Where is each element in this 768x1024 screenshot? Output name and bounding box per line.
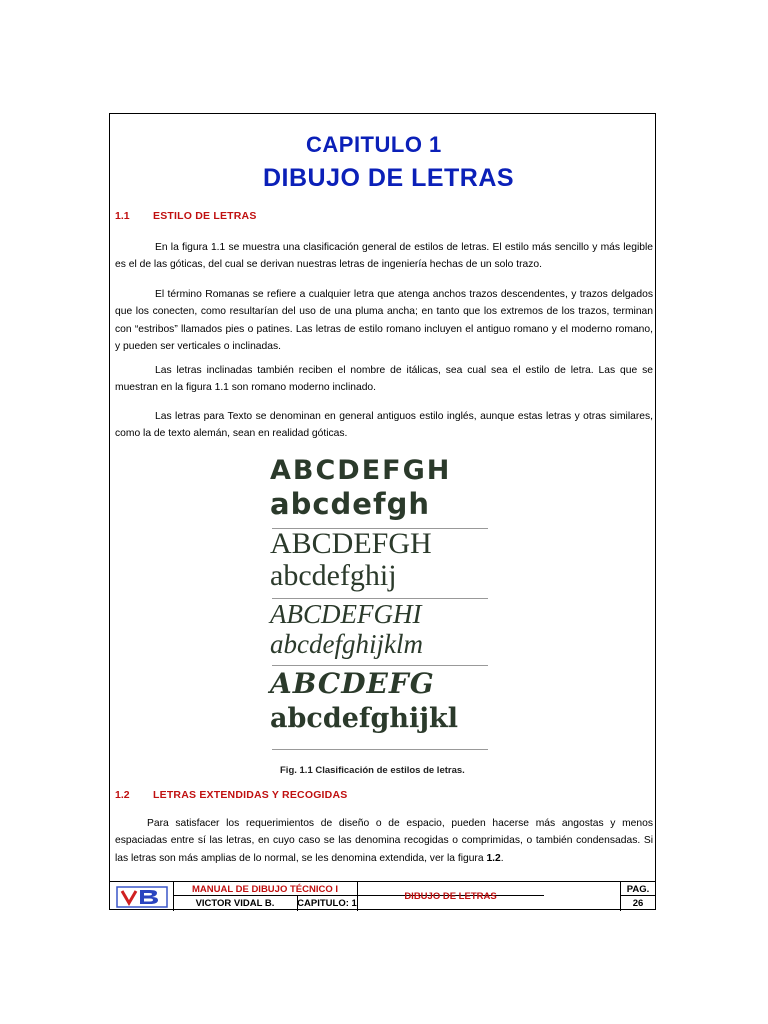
italic-uppercase-sample: ABCDEFGHI <box>270 599 422 629</box>
lettering-figure <box>270 455 492 755</box>
vb-logo-icon <box>116 886 168 908</box>
paragraph: Las letras inclinadas también reciben el nombre de itálicas, sea cual sea el estilo de letra. Las que se muestran en la figura 1.1 son romano moderno inclinado. <box>115 365 653 394</box>
figure-caption: Fig. 1.1 Clasificación de estilos de letras. <box>280 765 465 776</box>
divider <box>272 665 488 666</box>
page-label: PAG. <box>626 883 650 895</box>
divider <box>272 749 488 750</box>
text-lowercase-sample: abcdefghijkl <box>270 703 458 734</box>
author-name: VICTOR VIDAL B. <box>195 898 275 909</box>
section-title: ESTILO DE LETRAS <box>153 210 257 222</box>
section-number: 1.1 <box>115 210 130 222</box>
figure-reference: 1.2 <box>486 852 501 864</box>
section-title: LETRAS EXTENDIDAS Y RECOGIDAS <box>153 789 348 801</box>
text-uppercase-sample: ABCDEFG <box>270 667 435 700</box>
italic-lowercase-sample: abcdefghijklm <box>270 629 423 659</box>
chapter-number: CAPITULO: 1 <box>297 898 357 909</box>
footer-title-block <box>110 881 656 910</box>
chapter-title: DIBUJO DE LETRAS <box>263 164 515 192</box>
paragraph: Las letras para Texto se denominan en general antiguos estilo inglés, aunque estas letras y otras similares, como la de texto alemán, sean en realidad góticas. <box>115 411 653 440</box>
gothic-uppercase-sample: ABCDEFGH <box>270 455 452 486</box>
paragraph-text: Para satisfacer los requerimientos de diseño o de espacio, pueden hacerse más angostas y menos espaciadas entre sí las letras, en cuyo caso se las denomina recogidas o comprimidas, o también condensadas. Si las letras son más amplias de lo normal, se les denomina extendida, ver la figura <box>115 818 653 864</box>
chapter-label: CAPITULO 1 <box>306 132 442 157</box>
roman-uppercase-sample: ABCDEFGH <box>270 527 432 560</box>
paragraph: En la figura 1.1 se muestra una clasificación general de estilos de letras. El estilo más sencillo y más legible es el de las góticas, del cual se derivan nuestras letras de ingeniería hechas de un solo trazo. <box>115 242 653 271</box>
roman-lowercase-sample: abcdefghij <box>270 559 397 592</box>
paragraph-end: . <box>500 852 504 864</box>
manual-title: MANUAL DE DIBUJO TÉCNICO I <box>191 883 339 895</box>
section-number: 1.2 <box>115 789 130 801</box>
paragraph <box>115 815 653 867</box>
subject-title: DIBUJO DE LETRAS <box>404 891 497 902</box>
page-number: 26 <box>632 898 644 909</box>
paragraph: El término Romanas se refiere a cualquier letra que atenga anchos trazos descendentes, y trazos delgados que los conecten, como resultarían del uso de una pluma ancha; en tanto que los extremos de los trazos, terminan con “estribos” llamados pies o patines. Las letras de estilo romano incluyen el antiguo romano y el moderno romano, y pueden ser verticales o inclinadas. <box>115 289 653 353</box>
gothic-lowercase-sample: abcdefgh <box>270 487 430 521</box>
